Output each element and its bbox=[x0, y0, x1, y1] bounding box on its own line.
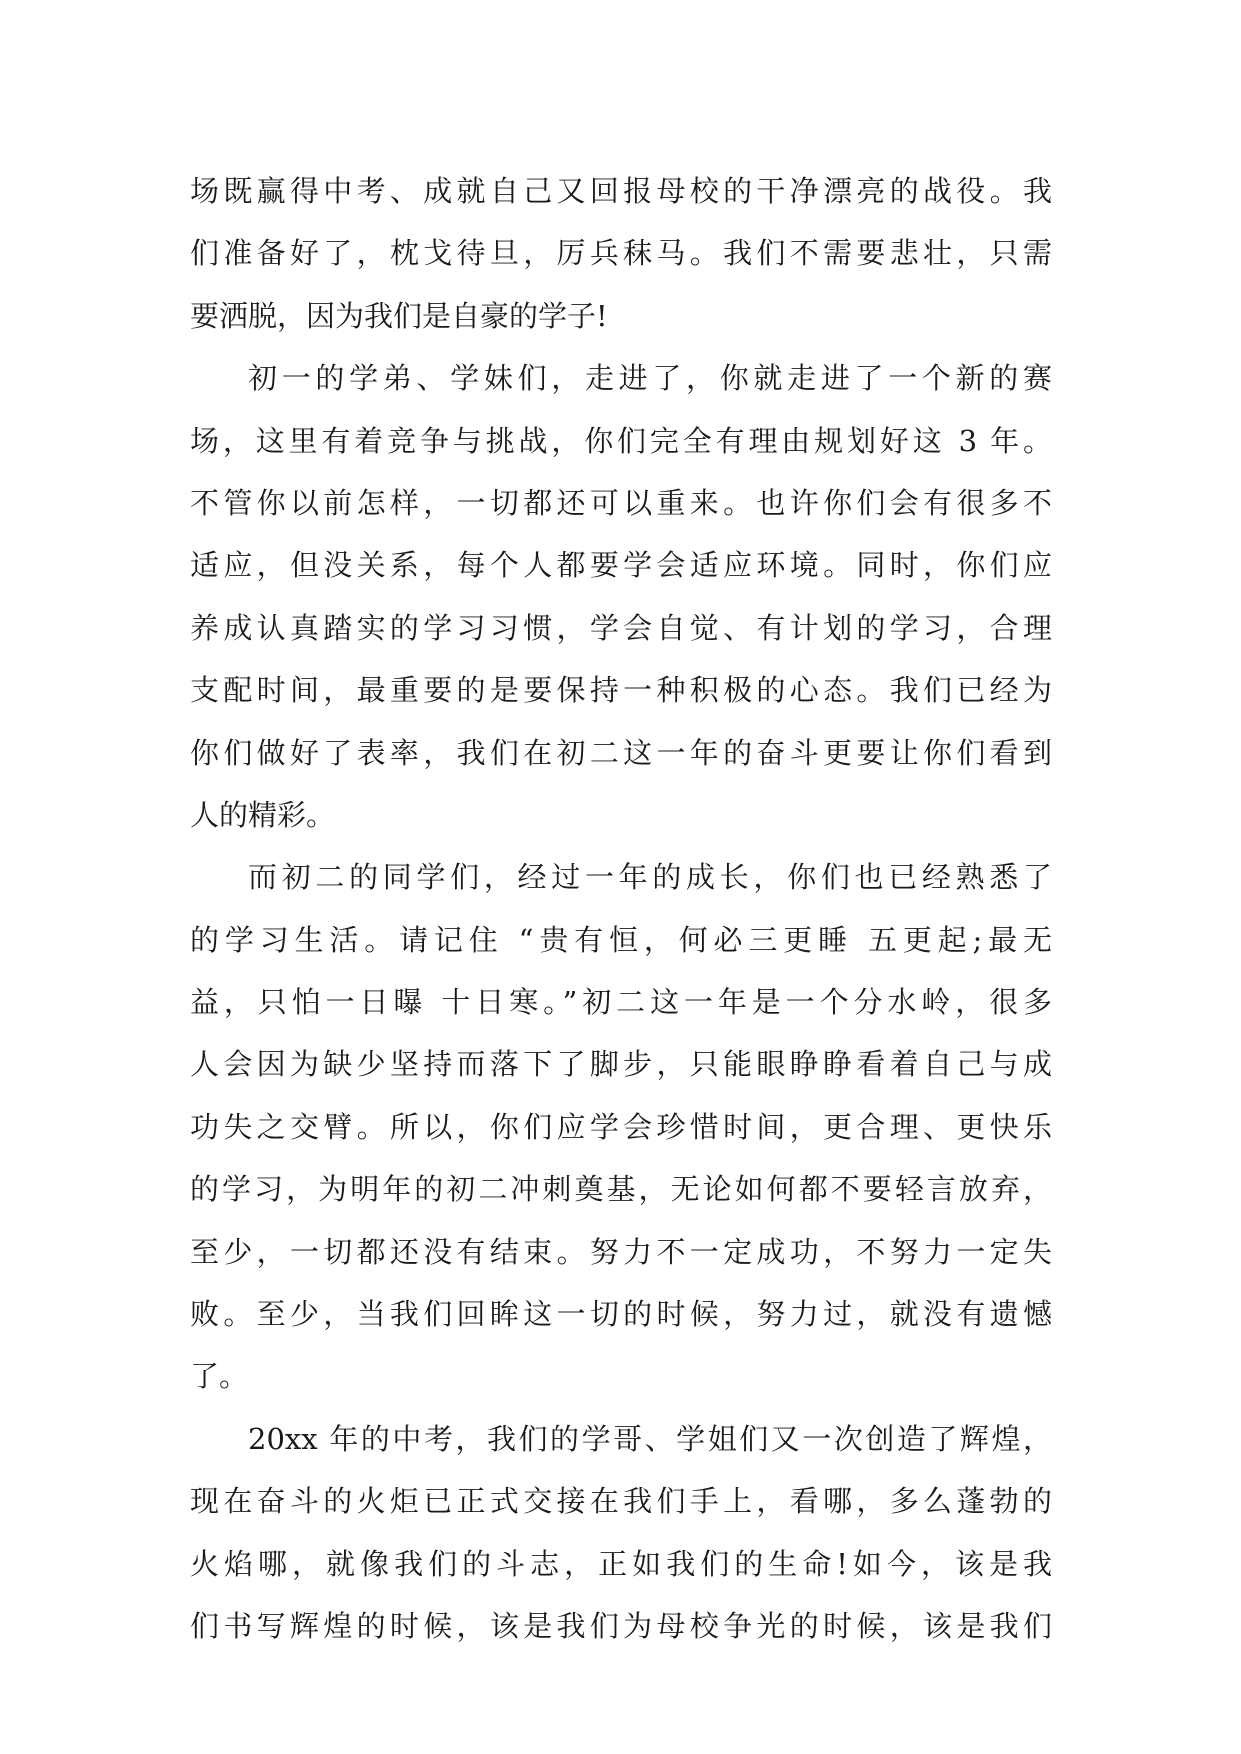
text-line: 适应，但没关系，每个人都要学会适应环境。同时，你们应 bbox=[190, 548, 1052, 583]
text-line: 的学习生活。请记住 “贵有恒，何必三更睡 五更起;最无 bbox=[190, 922, 1052, 957]
text-line: 而初二的同学们，经过一年的成长，你们也已经熟悉了 bbox=[248, 860, 1052, 895]
text-line: 20xx 年的中考，我们的学哥、学姐们又一次创造了辉煌， bbox=[248, 1421, 1052, 1456]
text-line: 了。 bbox=[190, 1359, 249, 1394]
text-line: 败。至少，当我们回眸这一切的时候，努力过，就没有遗憾 bbox=[190, 1297, 1052, 1332]
text-line: 的学习，为明年的初二冲刺奠基，无论如何都不要轻言放弃， bbox=[190, 1172, 1052, 1207]
text-line: 你们做好了表率，我们在初二这一年的奋斗更要让你们看到 bbox=[190, 735, 1052, 770]
text-line: 人会因为缺少坚持而落下了脚步，只能眼睁睁看着自己与成 bbox=[190, 1047, 1052, 1082]
text-line: 益，只怕一日曝 十日寒。”初二这一年是一个分水岭，很多 bbox=[190, 985, 1052, 1020]
text-line: 们书写辉煌的时候，该是我们为母校争光的时候，该是我们 bbox=[190, 1608, 1052, 1643]
document-body bbox=[190, 160, 1052, 1657]
text-line: 场既赢得中考、成就自己又回报母校的干净漂亮的战役。我 bbox=[190, 174, 1052, 208]
text-line: 场，这里有着竞争与挑战，你们完全有理由规划好这 3 年。 bbox=[190, 423, 1052, 458]
text-line: 支配时间，最重要的是要保持一种积极的心态。我们已经为 bbox=[190, 673, 1052, 708]
text-line: 们准备好了，枕戈待旦，厉兵秣马。我们不需要悲壮，只需 bbox=[190, 236, 1052, 271]
text-line: 火焰哪，就像我们的斗志，正如我们的生命!如今，该是我 bbox=[190, 1546, 1052, 1581]
text-line: 初一的学弟、学妹们，走进了，你就走进了一个新的赛 bbox=[248, 361, 1052, 396]
text-line: 至少，一切都还没有结束。努力不一定成功，不努力一定失 bbox=[190, 1234, 1052, 1269]
text-line: 现在奋斗的火炬已正式交接在我们手上，看哪，多么蓬勃的 bbox=[190, 1484, 1052, 1519]
text-line: 不管你以前怎样，一切都还可以重来。也许你们会有很多不 bbox=[190, 485, 1052, 520]
text-line: 要洒脱，因为我们是自豪的学子! bbox=[190, 298, 608, 333]
text-line: 养成认真踏实的学习习惯，学会自觉、有计划的学习，合理 bbox=[190, 610, 1052, 645]
text-line: 人的精彩。 bbox=[190, 797, 336, 832]
text-line: 功失之交臂。所以，你们应学会珍惜时间，更合理、更快乐 bbox=[190, 1109, 1052, 1144]
